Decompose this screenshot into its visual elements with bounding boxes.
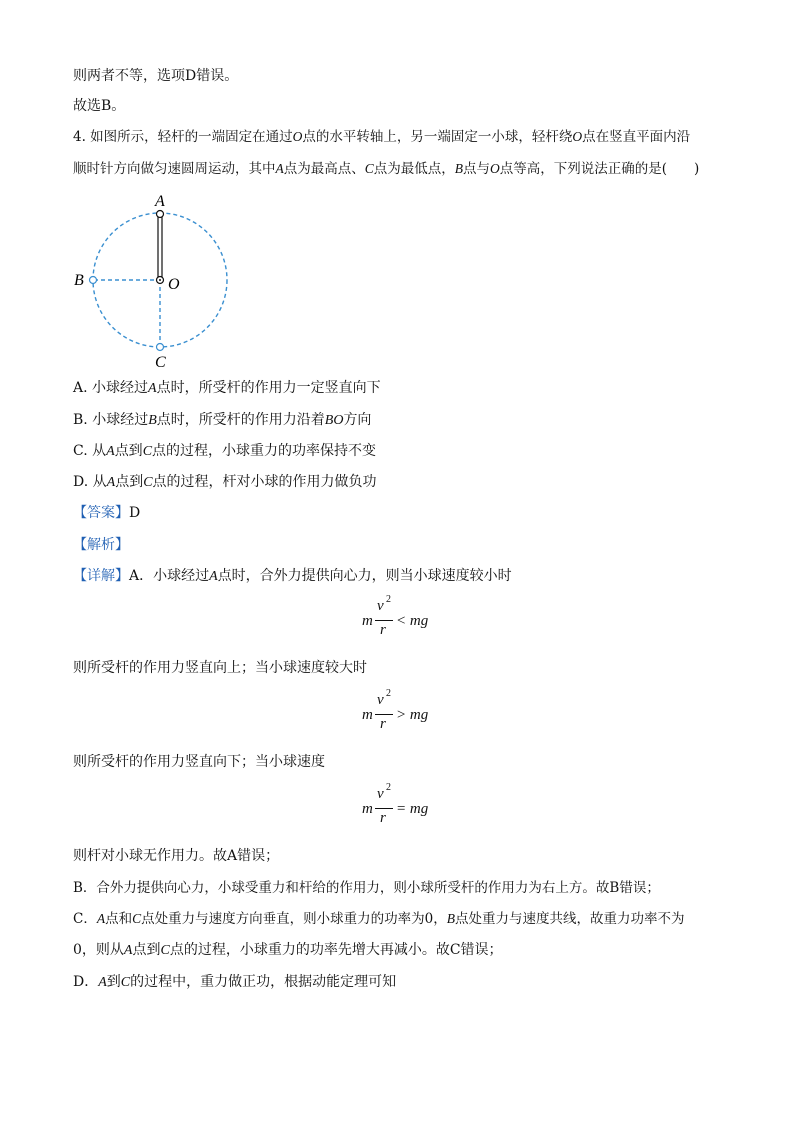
option-a: A. 小球经过A点时，所受杆的作用力一定竖直向下 — [73, 380, 381, 396]
text-line: 则两者不等，选项D错误。 — [73, 68, 239, 84]
circle-motion-diagram — [70, 192, 240, 372]
detail-line-4: 则杆对小球无作用力。故A错误； — [73, 848, 280, 864]
detail-line-2: 则所受杆的作用力竖直向上；当小球速度较大时 — [73, 660, 367, 676]
label-A: A — [155, 193, 165, 210]
detail-line-1: 【详解】A．小球经过A点时，合外力提供向心力，则当小球速度较小时 — [73, 568, 512, 584]
point-B — [90, 277, 97, 284]
analysis-line — [73, 535, 129, 555]
question-4-line-1: 4. 如图所示，轻杆的一端固定在通过O点的水平转轴上，另一端固定一小球，轻杆绕O点在竖直平面内沿 — [73, 129, 691, 145]
detail-tag: 【详解】 — [73, 568, 129, 584]
question-4-line-2: 顺时针方向做匀速圆周运动，其中A点为最高点、C点为最低点，B点与O点等高，下列说法正确的是( ) — [73, 161, 700, 177]
ball-at-A — [157, 211, 164, 218]
detail-line-5: B．合外力提供向心力，小球受重力和杆给的作用力，则小球所受杆的作用力为右上方。故B错误； — [73, 880, 660, 896]
detail-line-7: 0，则从A点到C点的过程，小球重力的功率先增大再减小。故C错误； — [73, 942, 503, 958]
answer-line: 【答案】D — [73, 505, 141, 521]
option-b: B. 小球经过B点时，所受杆的作用力沿着BO方向 — [73, 412, 372, 428]
answer-tag: 【答案】 — [73, 505, 129, 521]
light-rod — [158, 214, 162, 280]
label-C: C — [155, 354, 166, 371]
point-C — [157, 344, 164, 351]
option-c: C. 从A点到C点的过程，小球重力的功率保持不变 — [73, 443, 377, 459]
text-line: 故选B。 — [73, 98, 126, 114]
analysis-tag: 【解析】 — [73, 537, 129, 553]
detail-line-8: D．A到C的过程中，重力做正功，根据动能定理可知 — [73, 974, 397, 990]
formula-1: m v 2 r < mg — [362, 594, 429, 638]
formula-2: m v 2 r > mg — [362, 688, 429, 732]
detail-line-6: C．A点和C点处重力与速度方向垂直，则小球重力的功率为0，B点处重力与速度共线，故重力功率不为 — [73, 911, 685, 927]
detail-line-3: 则所受杆的作用力竖直向下；当小球速度 — [73, 754, 325, 770]
label-O: O — [168, 276, 180, 293]
label-B: B — [74, 272, 84, 289]
option-d: D. 从A点到C点的过程，杆对小球的作用力做负功 — [73, 474, 377, 490]
formula-3: m v 2 r = mg — [362, 782, 429, 826]
